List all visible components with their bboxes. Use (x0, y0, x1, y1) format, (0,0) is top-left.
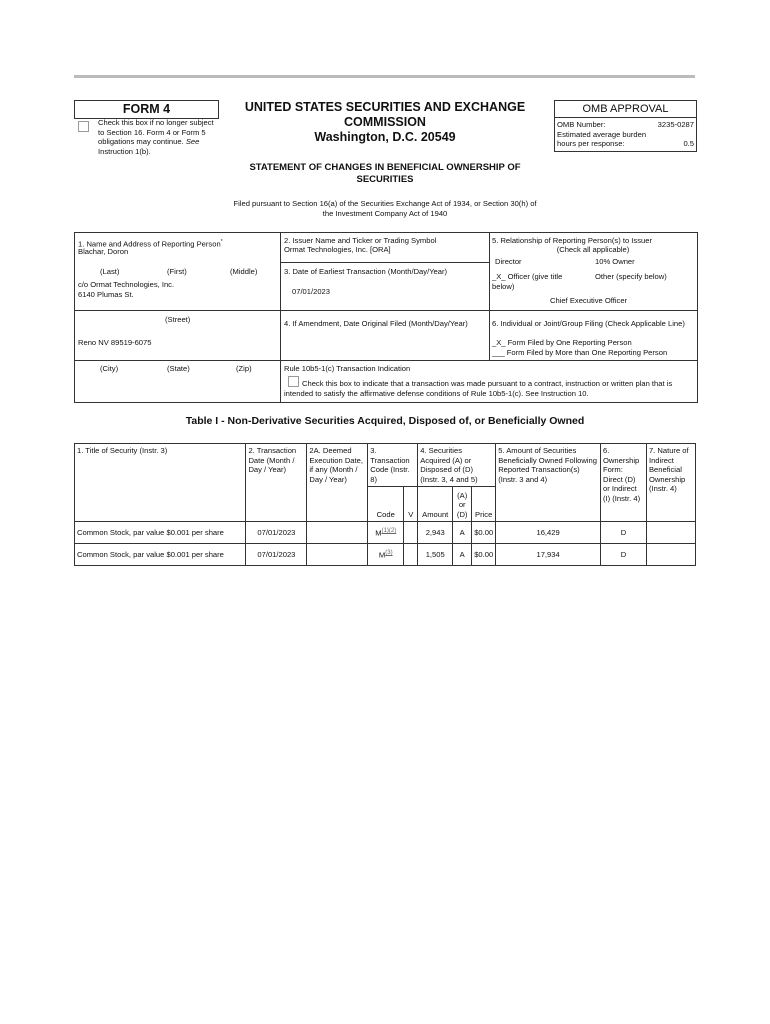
address-line2: 6140 Plumas St. (78, 290, 134, 299)
table-row (75, 544, 696, 566)
row-price: $0.00 (472, 522, 496, 544)
row-price: $0.00 (472, 544, 496, 566)
relationship-sub: (Check all applicable) (556, 245, 630, 254)
table1-title: Table I - Non-Derivative Securities Acquired, Disposed of, or Beneficially Owned (185, 415, 585, 427)
filing-more: ___ Form Filed by More than One Reporting Person (492, 348, 668, 357)
filing-one: _X_ Form Filed by One Reporting Person (492, 338, 632, 347)
table1 (74, 443, 696, 566)
amendment-label: 4. If Amendment, Date Original Filed (Month/Day/Year) (284, 319, 468, 328)
col-v-sub: V (404, 487, 418, 522)
first-label: (First) (167, 267, 187, 276)
statement-title: STATEMENT OF CHANGES IN BENEFICIAL OWNERSHIP OF SECURITIES (249, 162, 521, 185)
row-v (404, 522, 418, 544)
relationship-officer: _X_ Officer (give title below) (492, 272, 563, 291)
relationship-other: Other (specify below) (595, 272, 667, 281)
col-deemed-header: 2A. Deemed Execution Date, if any (Month / Day / Year) (307, 444, 368, 522)
grid-divider (75, 360, 697, 361)
city-state-zip: Reno NV 89519-6075 (78, 338, 152, 347)
row-aord: A (453, 544, 472, 566)
col-date-header: 2. Transaction Date (Month / Day / Year) (246, 444, 307, 522)
middle-label: (Middle) (230, 267, 258, 276)
row-title: Common Stock, par value $0.001 per share (75, 544, 246, 566)
grid-divider (489, 233, 490, 361)
relationship-owner: 10% Owner (595, 257, 635, 266)
earliest-transaction-label: 3. Date of Earliest Transaction (Month/Day/Year) (284, 267, 448, 276)
no-longer-subject-text: Check this box if no longer subject to Section 16. Form 4 or Form 5 obligations may continue. See Instruction 1(b). (98, 118, 214, 156)
grid-divider (75, 310, 697, 311)
no-longer-subject-checkbox[interactable] (78, 121, 89, 132)
col-amount-sub: Amount (418, 487, 453, 522)
grid-divider (280, 233, 281, 402)
row-nature (646, 544, 695, 566)
row-v (404, 544, 418, 566)
top-rule (74, 75, 695, 78)
rule-label: Rule 10b5-1(c) Transaction Indication (284, 364, 411, 373)
row-form: D (600, 544, 646, 566)
col-securities-header: 4. Securities Acquired (A) or Disposed of (D) (Instr. 3, 4 and 5) (418, 444, 496, 487)
reporting-info-grid (74, 232, 698, 403)
row-deemed (307, 522, 368, 544)
footnote-link[interactable]: (3) (385, 549, 393, 556)
col-price-sub: Price (472, 487, 496, 522)
row-code: M$^{(1)(2)}$ (368, 522, 404, 544)
row-date: 07/01/2023 (246, 522, 307, 544)
row-title: Common Stock, par value $0.001 per share (75, 522, 246, 544)
row-amount: 2,943 (418, 522, 453, 544)
street-label: (Street) (165, 315, 191, 324)
row-owned: 16,429 (496, 522, 601, 544)
filed-pursuant-text: Filed pursuant to Section 16(a) of the Securities Exchange Act of 1934, or Section 30(h) of the Investment Company Act of 1940 (233, 199, 537, 218)
officer-title: Chief Executive Officer (550, 296, 628, 305)
col-code-sub: Code (368, 487, 404, 522)
row-owned: 17,934 (496, 544, 601, 566)
rule-text: Check this box to indicate that a transaction was made pursuant to a contract, instruction or written plan that is intended to satisfy the affirmative defense conditions of Rule 10b5-1(c). See Instruction 10. (284, 379, 673, 398)
reporting-person-label: 1. Name and Address of Reporting Person* (78, 239, 223, 249)
row-aord: A (453, 522, 472, 544)
issuer-label: 2. Issuer Name and Ticker or Trading Symbol (284, 236, 437, 245)
row-nature (646, 522, 695, 544)
row-form: D (600, 522, 646, 544)
relationship-director: Director (495, 257, 522, 266)
relationship-label: 5. Relationship of Reporting Person(s) to Issuer (492, 236, 652, 245)
col-owned-header: 5. Amount of Securities Beneficially Owned Following Reported Transaction(s) (Instr. 3 and 4) (496, 444, 601, 522)
agency-line1: UNITED STATES SECURITIES AND EXCHANGE (244, 100, 526, 114)
row-date: 07/01/2023 (246, 544, 307, 566)
col-code-header: 3. Transaction Code (Instr. 8) (368, 444, 418, 487)
city-label: (City) (100, 364, 119, 373)
earliest-transaction-date: 07/01/2023 (292, 287, 331, 296)
agency-header (225, 100, 545, 145)
row-deemed (307, 544, 368, 566)
footnote-link[interactable]: (1)(2) (381, 527, 397, 534)
omb-approval-box (554, 100, 697, 152)
omb-title: OMB APPROVAL (555, 101, 696, 118)
omb-burden-row2: hours per response: 0.5 (557, 139, 694, 148)
table1-header-row (75, 444, 696, 487)
reporting-person-name: Blachar, Doron (78, 247, 129, 256)
zip-label: (Zip) (236, 364, 252, 373)
filing-label: 6. Individual or Joint/Group Filing (Check Applicable Line) (492, 319, 685, 328)
omb-burden-row1: Estimated average burden (557, 129, 647, 139)
grid-divider (280, 262, 489, 263)
col-aord-sub: (A) or (D) (453, 487, 472, 522)
address-line1: c/o Ormat Technologies, Inc. (78, 280, 175, 289)
table-row (75, 522, 696, 544)
state-label: (State) (167, 364, 190, 373)
last-label: (Last) (100, 267, 120, 276)
col-form-header: 6. Ownership Form: Direct (D) or Indirect (I) (Instr. 4) (600, 444, 646, 522)
omb-number-row: OMB Number: 3235-0287 (557, 120, 694, 129)
agency-line3: Washington, D.C. 20549 (314, 130, 456, 144)
issuer-value: Ormat Technologies, Inc. [ORA] (284, 245, 391, 254)
agency-line2: COMMISSION (344, 115, 426, 129)
row-code: M$^{(3)}$ (368, 544, 404, 566)
form-title: FORM 4 (74, 100, 219, 119)
col-nature-header: 7. Nature of Indirect Beneficial Ownership (Instr. 4) (646, 444, 695, 522)
col-title-header: 1. Title of Security (Instr. 3) (75, 444, 246, 522)
row-amount: 1,505 (418, 544, 453, 566)
